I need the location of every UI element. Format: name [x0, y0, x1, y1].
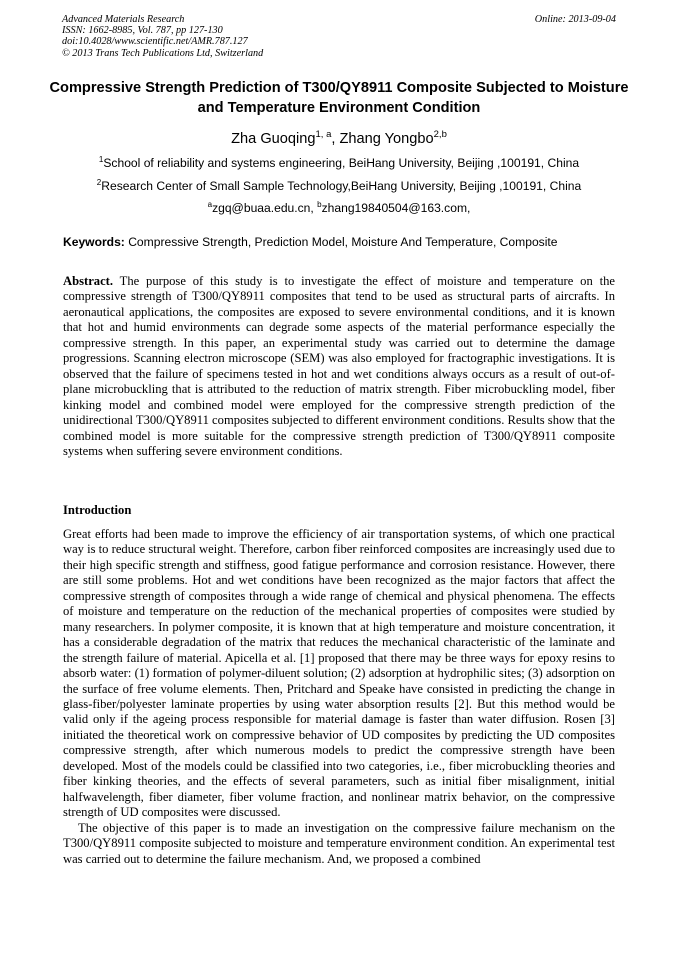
- author-name: Zhang Yongbo: [339, 131, 434, 147]
- author-separator: ,: [331, 131, 340, 147]
- introduction-body: [63, 527, 615, 867]
- introduction-paragraph: Great efforts had been made to improve the efficiency of air transportation systems, of which one practical way is to reduce structural weight. Therefore, carbon fiber reinforced composites are increasingly used due to their high specific strength and stiffness, good fatigue performance and corrosion resistance. However, there are still some problems. Hot and wet conditions have been recognized as the major factors that affect the compressive strength of composites through a wide range of chemical and physical phenomena. The effects of moisture and temperature on the reduction of the mechanical properties of composites were studied by many researchers. In polymer composite, it is known that at high temperature and moisture concentration, it has a considerable degradation of the matrix that reduces the mechanical characteristic of the laminate and the strength failure of material. Apicella et al. [1] proposed that there may be three ways for epoxy resins to absorb water: (1) formation of polymer-diluent solution; (2) adsorption at hydrophilic sites; (3) adsorption on the surface of free volume elements. Then, Pritchard and Speake have consisted in predicting the change in glass-fiber/polyester laminate properties by using water absorption results [2]. But this method would be valid only if the ageing process responsible for material damage is faster than water diffusion. Rosen [3] initiated the theoretical work on compressive behavior of UD composites by predicting the UD composites compressive strength, after which numerous models to predict the compressive strength have been developed. Most of the models could be classified into two categories, i.e., fiber microbuckling theories and fiber kinking theories, and the effects of several parameters, such as initial fiber misalignment, initial halfwavelength, fiber diameter, fiber volume fraction, and nonlinear matrix behavior, on the compressive strength of UD composites were discussed.: [63, 527, 615, 820]
- online-date: Online: 2013-09-04: [534, 14, 616, 25]
- keywords-text: Compressive Strength, Prediction Model, Moisture And Temperature, Composite: [124, 235, 558, 249]
- keywords-line: [63, 234, 615, 250]
- affiliation-text: School of reliability and systems engineering, BeiHang University, Beijing ,100191, China: [103, 156, 580, 170]
- journal-copyright: © 2013 Trans Tech Publications Ltd, Switzerland: [62, 47, 264, 59]
- email-address: zgq@buaa.edu.cn,: [212, 201, 318, 215]
- paper-title: Compressive Strength Prediction of T300/QY8911 Composite Subjected to Moisture and Temperature Environment Condition: [49, 80, 629, 116]
- author-line: [40, 130, 638, 148]
- keywords-label: Keywords:: [63, 235, 125, 249]
- journal-header: [62, 14, 616, 59]
- journal-name: Advanced Materials Research: [62, 14, 185, 25]
- affiliation-2: [40, 178, 638, 194]
- introduction-heading: Introduction: [63, 503, 132, 517]
- email-marker: a: [207, 200, 213, 209]
- email-address: zhang19840504@163.com,: [321, 201, 471, 215]
- email-line: [40, 200, 638, 216]
- abstract-paragraph: [63, 274, 615, 459]
- abstract-text: The purpose of this study is to investigate the effect of moisture and temperature on the compressive strength of T300/QY8911 composites that tend to be used as structural parts of aircrafts. In aeronautical applications, the composites are exposed to severe environmental conditions, and it is known that hot and humid environments can degrade some aspects of the material performance especially the compressive strength. In this paper, an experimental study was carried out to determine the damage progressions. Scanning electron microscope (SEM) was also employed for fractographic investigations. It is observed that the failure of specimens tested in hot and wet conditions always occurs as a result of out-of-plane microbuckling that is attributed to the reduction of matrix strength. Fiber microbuckling model, fiber kinking model and combined model were employed for the compressive strength prediction of the unidirectional T300/QY8911 composites subjected to different environment conditions. Results show that the combined model is more suitable for the compressive strength prediction of T300/QY8911 composite systems when suffering severe environment conditions.: [63, 274, 615, 458]
- affiliation-1: [40, 155, 638, 171]
- affiliation-marker: 2: [96, 178, 102, 187]
- author-superscript: 2,b: [433, 129, 447, 140]
- email-marker: b: [317, 200, 322, 209]
- author-name: Zha Guoqing: [231, 131, 316, 147]
- author-superscript: 1, a: [315, 129, 332, 140]
- affiliation-text: Research Center of Small Sample Technology,BeiHang University, Beijing ,100191, China: [101, 179, 582, 193]
- journal-issn: ISSN: 1662-8985, Vol. 787, pp 127-130: [62, 25, 223, 37]
- introduction-paragraph: The objective of this paper is to made an investigation on the compressive failure mechanism on the T300/QY8911 composite subjected to moisture and temperature environment condition. An experimental test was carried out to determine the failure mechanism. And, we proposed a combined: [63, 820, 615, 866]
- affiliation-marker: 1: [98, 155, 104, 164]
- journal-doi: doi:10.4028/www.scientific.net/AMR.787.127: [62, 36, 248, 48]
- abstract-label: Abstract.: [63, 274, 114, 288]
